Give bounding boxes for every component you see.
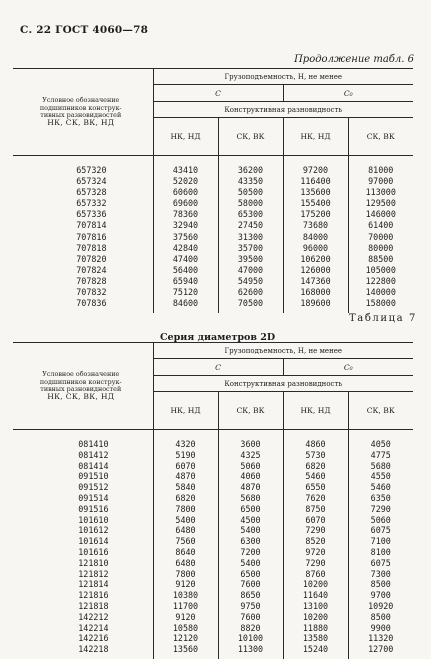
capacity-value-cell: 5400 xyxy=(218,558,283,569)
column-header: СК, ВК xyxy=(218,118,283,156)
capacity-header: Грузоподъемность, Н, не менее xyxy=(153,69,413,85)
capacity-value-cell: 4060 xyxy=(218,471,283,482)
capacity-value-cell: 5400 xyxy=(153,515,218,526)
bearing-code-cell: 091512 xyxy=(78,482,109,493)
bearing-code-cell: 142218 xyxy=(78,644,109,655)
capacity-value-cell: 6350 xyxy=(348,493,413,504)
bearing-code-cell: 707832 xyxy=(76,287,107,298)
bearing-code-cell: 101612 xyxy=(78,525,109,536)
capacity-value-cell: 168000 xyxy=(283,287,348,298)
capacity-value-cell: 4320 xyxy=(153,430,218,450)
capacity-value-cell: 70000 xyxy=(348,232,413,243)
table-row xyxy=(13,623,413,634)
capacity-value-cell: 78360 xyxy=(153,209,218,220)
capacity-value-cell: 113000 xyxy=(348,187,413,198)
capacity-value-cell: 10200 xyxy=(283,612,348,623)
condition-line: Условное обозначение xyxy=(42,96,120,105)
condition-line: НК, СК, ВК, НД xyxy=(47,118,115,128)
capacity-value-cell: 47000 xyxy=(218,265,283,276)
table-row xyxy=(13,209,413,220)
table-row xyxy=(13,254,413,265)
capacity-value-cell: 7100 xyxy=(348,536,413,547)
capacity-value-cell: 11640 xyxy=(283,590,348,601)
capacity-value-cell: 7800 xyxy=(153,504,218,515)
capacity-value-cell: 8100 xyxy=(348,547,413,558)
capacity-value-cell: 6500 xyxy=(218,569,283,580)
table-7-series-title: Серия диаметров 2D xyxy=(160,332,276,343)
bearing-code-cell: 657324 xyxy=(76,176,107,187)
bearing-code-cell: 707836 xyxy=(76,298,107,309)
table-row xyxy=(13,156,413,177)
capacity-value-cell: 4775 xyxy=(348,450,413,461)
capacity-value-cell: 106200 xyxy=(283,254,348,265)
bearing-code-cell: 101616 xyxy=(78,546,109,557)
capacity-value-cell: 126000 xyxy=(283,265,348,276)
capacity-value-cell: 4870 xyxy=(153,471,218,482)
condition-line: НК, СК, ВК, НД xyxy=(47,392,115,402)
table-row xyxy=(13,276,413,287)
table-6 xyxy=(13,68,413,313)
bearing-code-cell: 707820 xyxy=(76,253,107,264)
table-7 xyxy=(13,342,413,659)
bearing-code-cell: 707814 xyxy=(76,220,107,231)
table-row xyxy=(13,243,413,254)
capacity-value-cell: 147360 xyxy=(283,276,348,287)
capacity-value-cell: 7800 xyxy=(153,569,218,580)
capacity-value-cell: 5680 xyxy=(348,461,413,472)
table-7-label: Таблица 7 xyxy=(348,313,417,324)
bearing-code-cell: 081412 xyxy=(78,449,109,460)
bearing-code-cell: 091514 xyxy=(78,492,109,503)
bearing-code-cell: 101610 xyxy=(78,514,109,525)
bearing-code-cell: 707824 xyxy=(76,264,107,275)
bearing-code-cell: 121814 xyxy=(78,579,109,590)
bearing-code-cell: 081410 xyxy=(78,439,109,449)
condition-line: подшипников конструк- xyxy=(39,377,122,386)
bearing-code-cell: 142212 xyxy=(78,611,109,622)
capacity-value-cell: 58000 xyxy=(218,198,283,209)
table-row xyxy=(13,612,413,623)
bearing-code-cell: 142214 xyxy=(78,622,109,633)
capacity-value-cell: 43410 xyxy=(153,156,218,177)
bearing-code-cell: 707818 xyxy=(76,242,107,253)
capacity-value-cell: 9700 xyxy=(348,590,413,601)
condition-line: подшипников конструк- xyxy=(39,103,122,112)
capacity-value-cell: 47400 xyxy=(153,254,218,265)
capacity-value-cell: 10200 xyxy=(283,579,348,590)
capacity-value-cell: 135600 xyxy=(283,187,348,198)
table-row xyxy=(13,265,413,276)
capacity-value-cell: 27450 xyxy=(218,220,283,231)
capacity-value-cell: 32940 xyxy=(153,220,218,231)
column-header: СК, ВК xyxy=(348,392,413,430)
capacity-value-cell: 54950 xyxy=(218,276,283,287)
bearing-code-cell: 091510 xyxy=(78,471,109,482)
capacity-value-cell: 13100 xyxy=(283,601,348,612)
table-row xyxy=(13,558,413,569)
variant-header: Конструктивная разновидность xyxy=(153,102,413,118)
capacity-value-cell: 52020 xyxy=(153,176,218,187)
capacity-value-cell: 42840 xyxy=(153,243,218,254)
table-row xyxy=(13,287,413,298)
capacity-value-cell: 3600 xyxy=(218,430,283,450)
table-row xyxy=(13,461,413,472)
dynamic-capacity-header: С xyxy=(153,85,283,102)
bearing-code-cell: 707828 xyxy=(76,275,107,286)
capacity-value-cell: 10100 xyxy=(218,633,283,644)
capacity-value-cell: 6075 xyxy=(348,558,413,569)
table-row xyxy=(13,232,413,243)
bearing-code-cell: 121818 xyxy=(78,600,109,611)
capacity-value-cell: 9120 xyxy=(153,579,218,590)
capacity-value-cell: 9750 xyxy=(218,601,283,612)
capacity-value-cell: 12120 xyxy=(153,633,218,644)
capacity-value-cell: 8520 xyxy=(283,536,348,547)
capacity-value-cell: 61400 xyxy=(348,220,413,231)
table-row xyxy=(13,601,413,612)
table-row xyxy=(13,579,413,590)
capacity-value-cell: 6550 xyxy=(283,482,348,493)
capacity-value-cell: 15240 xyxy=(283,644,348,659)
capacity-value-cell: 158000 xyxy=(348,298,413,313)
capacity-value-cell: 7560 xyxy=(153,536,218,547)
capacity-value-cell: 6070 xyxy=(153,461,218,472)
bearing-code-cell: 657332 xyxy=(76,198,107,209)
capacity-value-cell: 189600 xyxy=(283,298,348,313)
capacity-value-cell: 122800 xyxy=(348,276,413,287)
table-row xyxy=(13,450,413,461)
capacity-value-cell: 5460 xyxy=(348,482,413,493)
capacity-value-cell: 97200 xyxy=(283,156,348,177)
table-row xyxy=(13,590,413,601)
capacity-value-cell: 4550 xyxy=(348,471,413,482)
capacity-value-cell: 8500 xyxy=(348,612,413,623)
capacity-value-cell: 10380 xyxy=(153,590,218,601)
table-row xyxy=(13,515,413,526)
table-row xyxy=(13,525,413,536)
condition-line: тивных разновидностей xyxy=(40,385,122,393)
capacity-value-cell: 65940 xyxy=(153,276,218,287)
capacity-value-cell: 146000 xyxy=(348,209,413,220)
capacity-value-cell: 8650 xyxy=(218,590,283,601)
condition-header xyxy=(13,69,153,156)
capacity-value-cell: 62600 xyxy=(218,287,283,298)
dynamic-capacity-header: С xyxy=(153,359,283,376)
capacity-value-cell: 60600 xyxy=(153,187,218,198)
capacity-value-cell: 69600 xyxy=(153,198,218,209)
capacity-value-cell: 5680 xyxy=(218,493,283,504)
capacity-value-cell: 4500 xyxy=(218,515,283,526)
capacity-value-cell: 10920 xyxy=(348,601,413,612)
capacity-value-cell: 80000 xyxy=(348,243,413,254)
capacity-value-cell: 8640 xyxy=(153,547,218,558)
capacity-value-cell: 81000 xyxy=(348,156,413,177)
capacity-value-cell: 7600 xyxy=(218,612,283,623)
bearing-code-cell: 657328 xyxy=(76,187,107,198)
capacity-value-cell: 5190 xyxy=(153,450,218,461)
capacity-header: Грузоподъемность, Н, не менее xyxy=(153,343,413,359)
bearing-code-cell: 657320 xyxy=(76,165,107,175)
table-row xyxy=(13,633,413,644)
bearing-code-cell: 657336 xyxy=(76,209,107,220)
column-header: СК, ВК xyxy=(348,118,413,156)
capacity-value-cell: 12700 xyxy=(348,644,413,659)
condition-line: Условное обозначение xyxy=(42,370,120,379)
capacity-value-cell: 140000 xyxy=(348,287,413,298)
table-row xyxy=(13,482,413,493)
condition-header xyxy=(13,343,153,430)
capacity-value-cell: 9720 xyxy=(283,547,348,558)
capacity-value-cell: 5060 xyxy=(348,515,413,526)
page-header: С. 22 ГОСТ 4060—78 xyxy=(20,24,149,36)
capacity-value-cell: 11700 xyxy=(153,601,218,612)
bearing-code-cell: 121816 xyxy=(78,590,109,601)
bearing-code-cell: 142216 xyxy=(78,633,109,644)
column-header: СК, ВК xyxy=(218,392,283,430)
table-row xyxy=(13,430,413,450)
capacity-value-cell: 5400 xyxy=(218,525,283,536)
capacity-value-cell: 97000 xyxy=(348,176,413,187)
capacity-value-cell: 6300 xyxy=(218,536,283,547)
table-row xyxy=(13,471,413,482)
capacity-value-cell: 88500 xyxy=(348,254,413,265)
capacity-value-cell: 4050 xyxy=(348,430,413,450)
capacity-value-cell: 6075 xyxy=(348,525,413,536)
column-header: НК, НД xyxy=(283,118,348,156)
capacity-value-cell: 8500 xyxy=(348,579,413,590)
capacity-value-cell: 155400 xyxy=(283,198,348,209)
column-header: НК, НД xyxy=(153,118,218,156)
capacity-value-cell: 50500 xyxy=(218,187,283,198)
table-row xyxy=(13,493,413,504)
bearing-code-cell: 121810 xyxy=(78,557,109,568)
table-row xyxy=(13,536,413,547)
capacity-value-cell: 11880 xyxy=(283,623,348,634)
capacity-value-cell: 73680 xyxy=(283,220,348,231)
table-row xyxy=(13,298,413,313)
capacity-value-cell: 13580 xyxy=(283,633,348,644)
capacity-value-cell: 129500 xyxy=(348,198,413,209)
static-capacity-header: С₀ xyxy=(283,85,413,102)
capacity-value-cell: 4325 xyxy=(218,450,283,461)
capacity-value-cell: 6500 xyxy=(218,504,283,515)
capacity-value-cell: 8820 xyxy=(218,623,283,634)
table-row xyxy=(13,198,413,209)
capacity-value-cell: 7300 xyxy=(348,569,413,580)
capacity-value-cell: 39500 xyxy=(218,254,283,265)
capacity-value-cell: 70500 xyxy=(218,298,283,313)
static-capacity-header: С₀ xyxy=(283,359,413,376)
bearing-code-cell: 707816 xyxy=(76,231,107,242)
table-row xyxy=(13,176,413,187)
capacity-value-cell: 65300 xyxy=(218,209,283,220)
capacity-value-cell: 6820 xyxy=(153,493,218,504)
bearing-code-cell: 101614 xyxy=(78,536,109,547)
capacity-value-cell: 56400 xyxy=(153,265,218,276)
capacity-value-cell: 105000 xyxy=(348,265,413,276)
capacity-value-cell: 11300 xyxy=(218,644,283,659)
capacity-value-cell: 7200 xyxy=(218,547,283,558)
capacity-value-cell: 36200 xyxy=(218,156,283,177)
capacity-value-cell: 5730 xyxy=(283,450,348,461)
capacity-value-cell: 9900 xyxy=(348,623,413,634)
capacity-value-cell: 7290 xyxy=(283,525,348,536)
capacity-value-cell: 5460 xyxy=(283,471,348,482)
capacity-value-cell: 43350 xyxy=(218,176,283,187)
table-continuation-label: Продолжение табл. 6 xyxy=(294,54,414,65)
capacity-value-cell: 7620 xyxy=(283,493,348,504)
capacity-value-cell: 84600 xyxy=(153,298,218,313)
column-header: НК, НД xyxy=(153,392,218,430)
capacity-value-cell: 6820 xyxy=(283,461,348,472)
table-row xyxy=(13,569,413,580)
capacity-value-cell: 7290 xyxy=(348,504,413,515)
capacity-value-cell: 6480 xyxy=(153,525,218,536)
capacity-value-cell: 96000 xyxy=(283,243,348,254)
capacity-value-cell: 75120 xyxy=(153,287,218,298)
capacity-value-cell: 9120 xyxy=(153,612,218,623)
capacity-value-cell: 7290 xyxy=(283,558,348,569)
capacity-value-cell: 116400 xyxy=(283,176,348,187)
capacity-value-cell: 35700 xyxy=(218,243,283,254)
table-7-body xyxy=(13,430,413,659)
capacity-value-cell: 6480 xyxy=(153,558,218,569)
capacity-value-cell: 4870 xyxy=(218,482,283,493)
table-6-body xyxy=(13,156,413,314)
bearing-code-cell: 091516 xyxy=(78,503,109,514)
capacity-value-cell: 7600 xyxy=(218,579,283,590)
bearing-code-cell: 081414 xyxy=(78,460,109,471)
capacity-value-cell: 31300 xyxy=(218,232,283,243)
capacity-value-cell: 84000 xyxy=(283,232,348,243)
capacity-value-cell: 5840 xyxy=(153,482,218,493)
table-row xyxy=(13,187,413,198)
capacity-value-cell: 37560 xyxy=(153,232,218,243)
condition-line: тивных разновидностей xyxy=(40,111,122,119)
capacity-value-cell: 11320 xyxy=(348,633,413,644)
capacity-value-cell: 13560 xyxy=(153,644,218,659)
table-row xyxy=(13,547,413,558)
capacity-value-cell: 5060 xyxy=(218,461,283,472)
variant-header: Конструктивная разновидность xyxy=(153,376,413,392)
capacity-value-cell: 10580 xyxy=(153,623,218,634)
capacity-value-cell: 6070 xyxy=(283,515,348,526)
table-row xyxy=(13,504,413,515)
bearing-code-cell: 121812 xyxy=(78,568,109,579)
table-row xyxy=(13,220,413,231)
capacity-value-cell: 8750 xyxy=(283,504,348,515)
capacity-value-cell: 175200 xyxy=(283,209,348,220)
column-header: НК, НД xyxy=(283,392,348,430)
table-row xyxy=(13,644,413,659)
capacity-value-cell: 4860 xyxy=(283,430,348,450)
capacity-value-cell: 8760 xyxy=(283,569,348,580)
